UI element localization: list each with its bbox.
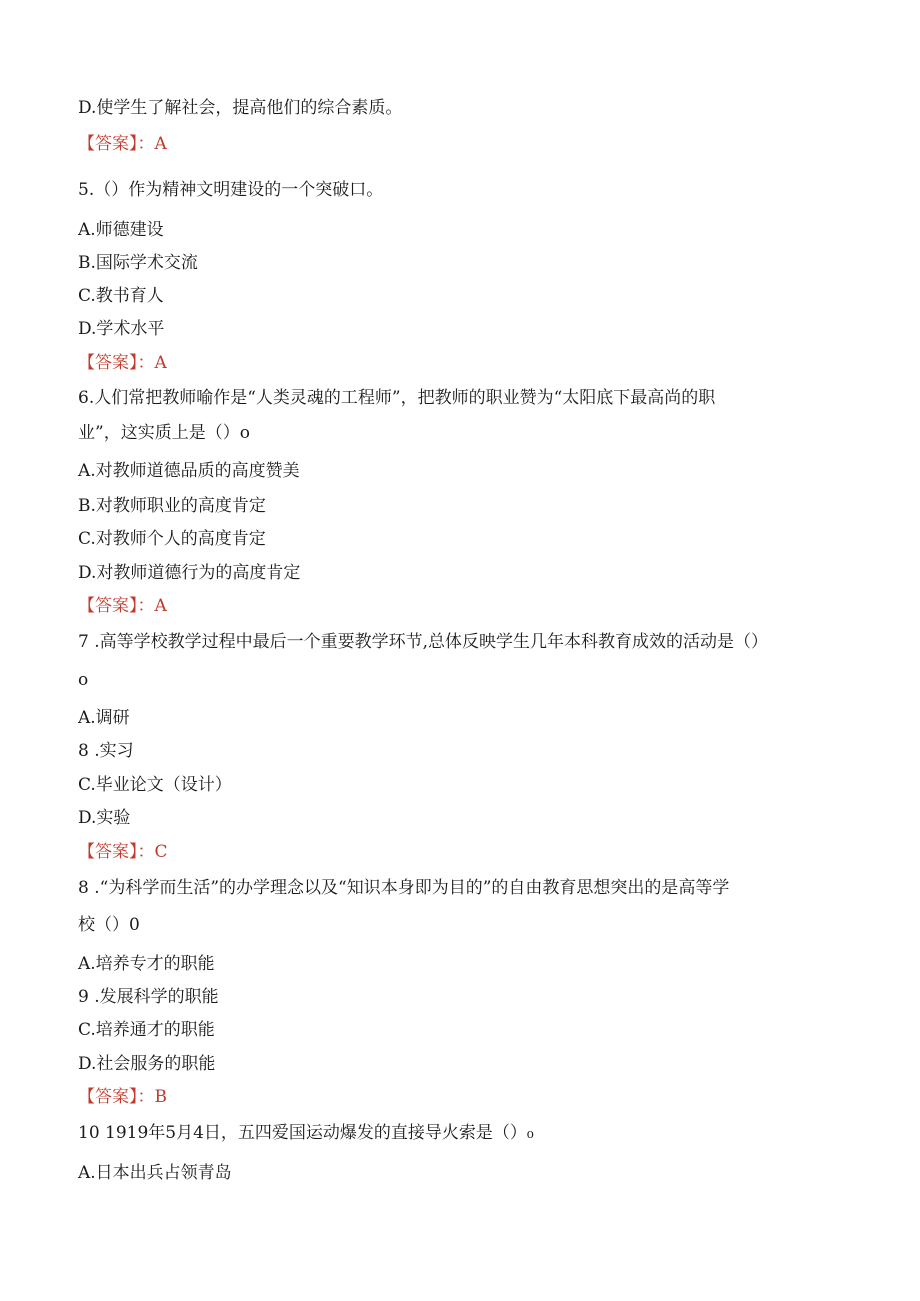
q4-answer — [78, 133, 167, 155]
q6-option-c: C.对教师个人的高度肯定 — [78, 529, 266, 549]
answer-value: B — [154, 1087, 167, 1107]
q6-answer — [78, 595, 167, 617]
answer-value: A — [154, 353, 167, 373]
q10-option-a: A.日本出兵占领青岛 — [78, 1163, 232, 1183]
q5-stem: 5.（）作为精神文明建设的一个突破口。 — [78, 180, 384, 200]
answer-label: 【答案】： — [78, 353, 155, 373]
q5-option-d: D.学术水平 — [78, 319, 165, 339]
q7-stem-line1: 7 .高等学校教学过程中最后一个重要教学环节,总体反映学生几年本科教育成效的活动是（） — [78, 632, 769, 652]
q8-stem-line1: 8 .“为科学而生活”的办学理念以及“知识本身即为目的”的自由教育思想突出的是高等学 — [78, 878, 730, 898]
q7-option-a: A.调研 — [78, 708, 130, 728]
q6-option-a: A.对教师道德品质的高度赞美 — [78, 461, 300, 481]
q7-option-d: D.实验 — [78, 808, 131, 828]
answer-label: 【答案】： — [78, 1087, 155, 1107]
q5-option-a: A.师德建设 — [78, 220, 164, 240]
answer-label: 【答案】： — [78, 596, 155, 616]
q8-option-c: C.培养通才的职能 — [78, 1020, 215, 1040]
answer-label: 【答案】： — [78, 842, 155, 862]
q6-option-b: B.对教师职业的高度肯定 — [78, 496, 266, 516]
q5-option-c: C.教书育人 — [78, 286, 164, 306]
q5-answer — [78, 352, 167, 374]
q8-option-b: 9 .发展科学的职能 — [78, 987, 219, 1007]
q6-stem-line1: 6.人们常把教师喻作是“人类灵魂的工程师”，把教师的职业赞为“太阳底下最高尚的职 — [78, 388, 716, 408]
q10-stem: 10 1919年5月4日，五四爱国运动爆发的直接导火索是（）₀ — [78, 1123, 534, 1143]
q8-option-a: A.培养专才的职能 — [78, 954, 215, 974]
q5-option-b: B.国际学术交流 — [78, 253, 198, 273]
q8-option-d: D.社会服务的职能 — [78, 1054, 216, 1074]
q4-option-d: D.使学生了解社会，提高他们的综合素质。 — [78, 98, 403, 118]
q6-option-d: D.对教师道德行为的高度肯定 — [78, 563, 301, 583]
q7-answer — [78, 841, 168, 863]
q7-stem-line2: o — [78, 670, 89, 690]
q7-option-b: 8 .实习 — [78, 741, 134, 761]
q8-answer — [78, 1086, 167, 1108]
answer-value: C — [154, 842, 168, 862]
q6-stem-line2: 业”，这实质上是（）o — [78, 423, 250, 443]
answer-label: 【答案】： — [78, 134, 155, 154]
answer-value: A — [154, 596, 167, 616]
q8-stem-line2: 校（）0 — [78, 915, 140, 935]
answer-value: A — [154, 134, 167, 154]
q7-option-c: C.毕业论文（设计） — [78, 775, 232, 795]
